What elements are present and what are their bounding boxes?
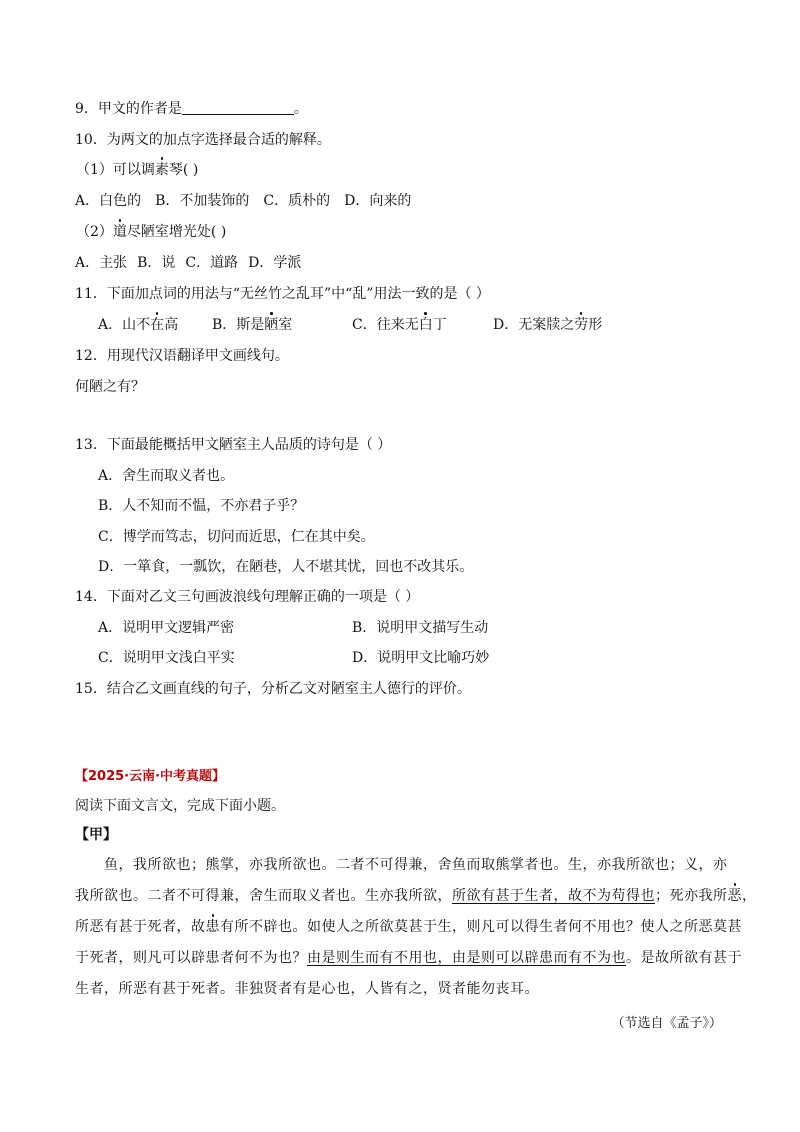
passage-text: ；死亦我所 (655, 888, 728, 904)
dotted-char: 在 (150, 317, 165, 333)
sub2-post: 尽陋室增光处( ) (126, 224, 227, 240)
option-c: C．质朴的 (263, 193, 331, 209)
opt-post: 室 (278, 317, 293, 333)
question-9-text: 9．甲文的作者是 (75, 101, 182, 117)
question-9-end: 。 (293, 101, 308, 117)
passage-line-2 (75, 887, 757, 905)
passage-text: 于死者，则凡可以辟患者何不为也？ (75, 950, 307, 966)
passage-line-3 (75, 918, 742, 936)
question-12-sentence: 何陋之有？ (75, 379, 145, 395)
underlined-sentence: 所欲有甚于生者，故不为苟得也 (452, 888, 655, 904)
question-14-option-c: C．说明甲文浅白平实 (98, 650, 235, 666)
option-b: B．说 (137, 255, 176, 271)
question-10-stem: 10．为两文的加点字选择最合适的解释。 (75, 132, 331, 148)
question-13-option-c: C．博学而笃志，切问而近思，仁在其中矣。 (98, 529, 375, 545)
sub2-pre: （2） (76, 224, 113, 240)
question-11-stem: 11．下面加点词的用法与“无丝竹之乱耳”中“乱”用法一致的是（ ） (75, 286, 490, 302)
option-d: D．向来的 (344, 193, 412, 209)
dotted-char: 道 (112, 224, 127, 240)
option-a: A．白色的 (75, 193, 142, 209)
question-10-options-1 (75, 192, 411, 210)
question-10-sub1 (76, 161, 198, 179)
option-d: D．学派 (248, 255, 302, 271)
opt-post: 丁 (432, 317, 447, 333)
passage-line-1: 鱼，我所欲也；熊掌，亦我所欲也。二者不可得兼，舍鱼而取熊掌者也。生，亦我所欲也；义，亦 (104, 857, 728, 873)
question-10-options-2 (75, 254, 301, 272)
passage-source: （节选自《孟子》） (611, 1016, 722, 1031)
question-13-stem: 13．下面最能概括甲文陋室主人品质的诗句是（ ） (75, 437, 392, 453)
opt-pre: B．斯是 (212, 317, 265, 333)
question-10-sub2 (76, 223, 226, 241)
option-c: C．道路 (185, 255, 239, 271)
passage-text: 我所欲也。二者不可得兼，舍生而取义者也。生亦我所欲， (75, 888, 452, 904)
question-13-option-b: B．人不知而不愠，不亦君子乎？ (98, 498, 305, 514)
question-11-option-b (212, 316, 292, 334)
passage-text: 。是故所欲有甚于 (626, 950, 742, 966)
opt-pre: A．山不 (98, 317, 151, 333)
passage-text: ， (742, 888, 757, 904)
answer-blank[interactable] (182, 100, 294, 115)
opt-pre: D．无案牍之 (493, 317, 575, 333)
option-b: B．不加装饰的 (155, 193, 250, 209)
question-13-option-a: A．舍生而取义者也。 (98, 468, 235, 484)
exam-source-tag: 【2025·云南·中考真题】 (75, 769, 226, 784)
question-14-option-b: B．说明甲文描写生动 (352, 620, 489, 636)
question-14-stem: 14．下面对乙文三句画波浪线句理解正确的一项是（ ） (75, 589, 420, 605)
dotted-char: 素 (154, 162, 169, 178)
question-11-option-c (352, 316, 447, 334)
passage-text: 所恶有甚于死者，故 (75, 919, 206, 935)
opt-post: 形 (588, 317, 603, 333)
dotted-char: 患 (205, 919, 220, 935)
dotted-char: 劳 (574, 317, 589, 333)
dotted-char: 陋 (264, 317, 279, 333)
question-11-option-a (98, 316, 178, 334)
question-9 (75, 100, 308, 118)
question-15-stem: 15．结合乙文画直线的句子，分析乙文对陋室主人德行的评价。 (75, 681, 471, 697)
reading-instruction: 阅读下面文言文，完成下面小题。 (75, 798, 285, 814)
question-13-option-d: D．一箪食，一瓢饮，在陋巷，人不堪其忧，回也不改其乐。 (98, 559, 474, 575)
question-14-option-a: A．说明甲文逻辑严密 (98, 620, 235, 636)
opt-pre: C．往来无 (352, 317, 419, 333)
opt-post: 高 (164, 317, 179, 333)
dotted-char: 白 (418, 317, 433, 333)
underlined-sentence: 由是则生而有不用也，由是则可以辟患而有不为也 (307, 950, 626, 966)
passage-text: 有所不辟也。如使人之所欲莫甚于生，则凡可以得生者何不用也？使人之所恶莫甚 (220, 919, 742, 935)
passage-line-4 (75, 949, 742, 967)
question-12-stem: 12．用现代汉语翻译甲文画线句。 (75, 348, 289, 364)
question-14-option-d: D．说明甲文比喻巧妙 (352, 650, 490, 666)
sub1-post: 琴( ) (168, 162, 199, 178)
dotted-char: 恶 (727, 888, 742, 904)
passage-line-5: 生者，所恶有甚于死者。非独贤者有是心也，人皆有之，贤者能勿丧耳。 (75, 981, 539, 997)
option-a: A．主张 (75, 255, 128, 271)
sub1-pre: （1）可以调 (76, 162, 155, 178)
question-11-option-d (493, 316, 602, 334)
passage-label-jia: 【甲】 (75, 827, 117, 843)
